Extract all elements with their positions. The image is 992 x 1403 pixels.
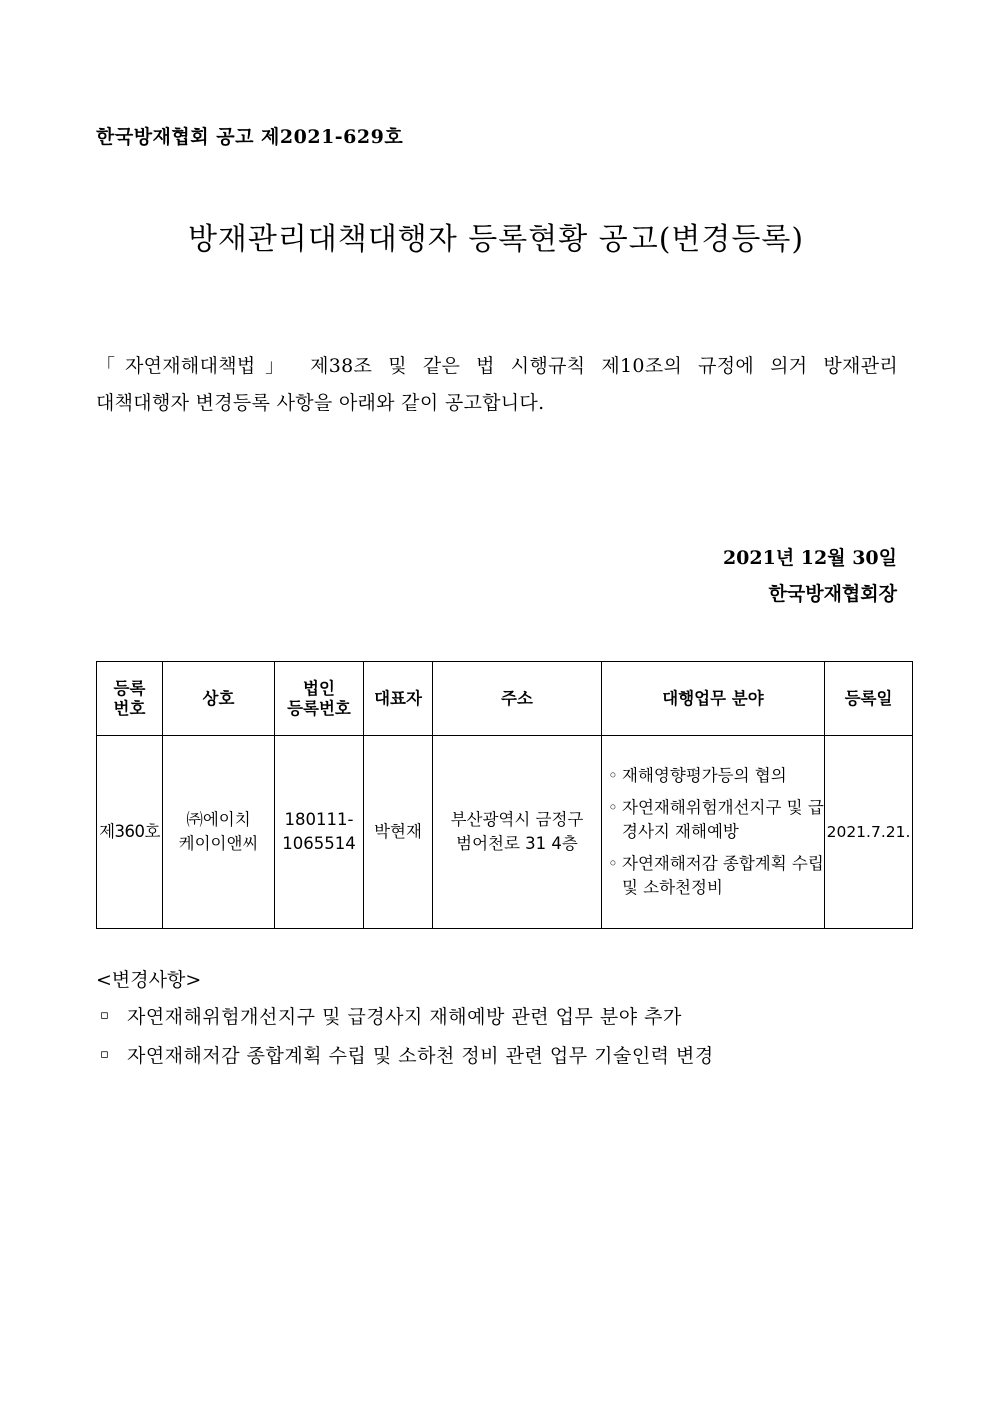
notice-date: 2021년 12월 30일 <box>722 547 897 569</box>
header-company: 상호 <box>163 662 275 736</box>
notice-body <box>96 348 898 422</box>
change-text: 자연재해위험개선지구 및 급경사지 재해예방 관련 업무 분야 추가 <box>127 1006 682 1028</box>
square-bullet-icon: ▫ <box>100 1047 110 1062</box>
corp-no-line-2: 1065514 <box>282 834 356 853</box>
square-bullet-icon: ▫ <box>100 1008 110 1023</box>
notice-body-line-2: 대책대행자 변경등록 사항을 아래와 같이 공고합니다. <box>96 392 545 414</box>
address-line-1: 부산광역시 금정구 <box>450 810 584 829</box>
header-duties: 대행업무 분야 <box>602 662 825 736</box>
cell-representative: 박현재 <box>364 736 433 929</box>
duty-item <box>608 852 824 900</box>
header-address: 주소 <box>433 662 602 736</box>
notice-body-line-1: 「자연재해대책법」 제38조 및 같은 법 시행규칙 제10조의 규정에 의거 방재관리 <box>96 355 898 377</box>
duty-text: 자연재해위험개선지구 및 급경사지 재해예방 <box>622 798 824 841</box>
table-row <box>97 736 913 929</box>
cell-address <box>433 736 602 929</box>
header-reg-no <box>97 662 163 736</box>
cell-company <box>163 736 275 929</box>
cell-reg-no: 제360호 <box>97 736 163 929</box>
bullet-icon: ◦ <box>608 854 618 873</box>
header-corp-no-line-1: 법인 <box>303 678 335 698</box>
table-header-row <box>97 662 913 736</box>
header-corp-no-line-2: 등록번호 <box>287 698 351 718</box>
duty-text: 재해영향평가등의 협의 <box>622 766 787 785</box>
company-line-1: ㈜에이치 <box>186 810 251 829</box>
change-item <box>100 1002 682 1029</box>
change-text: 자연재해저감 종합계획 수립 및 소하천 정비 관련 업무 기술인력 변경 <box>127 1045 714 1067</box>
duty-text: 자연재해저감 종합계획 수립 및 소하천정비 <box>622 854 824 897</box>
duty-item <box>608 764 824 788</box>
changes-heading: <변경사항> <box>96 969 202 991</box>
header-representative: 대표자 <box>364 662 433 736</box>
header-corp-no <box>275 662 364 736</box>
company-line-2: 케이이앤씨 <box>178 834 259 853</box>
header-reg-no-line-1: 등록 <box>113 678 146 698</box>
bullet-icon: ◦ <box>608 766 618 785</box>
cell-duties <box>602 736 825 929</box>
corp-no-line-1: 180111- <box>284 810 354 829</box>
notice-number: 한국방재협회 공고 제2021-629호 <box>96 126 404 148</box>
cell-reg-date: 2021.7.21. <box>825 736 913 929</box>
header-reg-date: 등록일 <box>825 662 913 736</box>
header-reg-no-line-2: 번호 <box>113 698 146 718</box>
change-item <box>100 1041 714 1068</box>
bullet-icon: ◦ <box>608 798 618 817</box>
cell-corp-no <box>275 736 364 929</box>
issuer-name: 한국방재협회장 <box>768 583 897 605</box>
page-title: 방재관리대책대행자 등록현황 공고(변경등록) <box>187 222 805 257</box>
address-line-2: 범어천로 31 4층 <box>456 834 578 853</box>
duty-item <box>608 796 824 844</box>
registration-table <box>96 661 913 929</box>
